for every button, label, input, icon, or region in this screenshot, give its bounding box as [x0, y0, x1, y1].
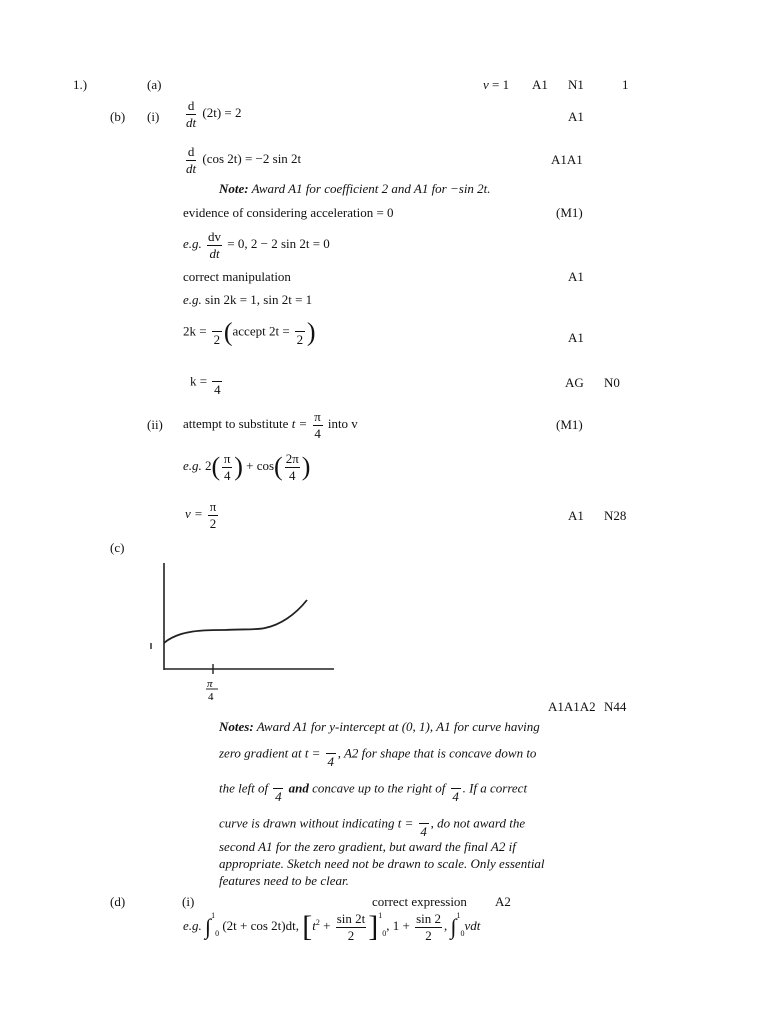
eg1-rhs: = 0, 2 − 2 sin 2t = 0: [227, 236, 330, 252]
eg-label-4: e.g.: [183, 918, 202, 934]
v-n: N28: [604, 508, 627, 523]
attempt-text: attempt to substitute: [183, 416, 289, 432]
close-paren: ): [306, 317, 316, 347]
part-d-i-label: (i): [182, 894, 195, 909]
eg-line-2: [183, 293, 312, 306]
attempt-line: [183, 410, 358, 440]
accept-text: accept 2t =: [232, 323, 290, 339]
x-tick-label-num: π: [207, 678, 213, 690]
d-dt-fraction: $\frac{d}{dt}$: [186, 98, 197, 130]
twok-fraction: 2: [212, 318, 222, 347]
bracket-upper: 1: [378, 911, 383, 921]
line2-marks: A1A1: [551, 152, 583, 167]
eg2-rhs: sin 2k = 1, sin 2t = 1: [205, 292, 313, 307]
part-d-label: (d): [110, 894, 126, 909]
open-paren: (: [223, 317, 233, 347]
note-b-i: [219, 182, 491, 195]
notes-label: Notes:: [219, 719, 254, 734]
evidence-marks: (M1): [556, 205, 583, 220]
notes-c-line2: [219, 740, 536, 769]
int1-lower: 0: [215, 929, 220, 939]
t2-term: t: [312, 918, 316, 934]
question-number: 1.): [73, 77, 88, 92]
part-a-total: 1: [622, 77, 629, 92]
evidence-text: evidence of considering acceleration = 0: [183, 205, 394, 220]
sin2t-frac: $\frac{\sin 2t}{2}$: [336, 911, 366, 943]
d-dt-fraction-2: $\frac{d}{dt}$: [186, 144, 197, 176]
line1-marks: A1: [568, 109, 584, 124]
sin2-frac: $\frac{\sin 2}{2}$: [416, 911, 441, 943]
notes-frac-4: 4: [419, 810, 429, 839]
v-fraction: $\frac{\pi}{2}$: [209, 499, 217, 531]
twok-line: [183, 318, 316, 347]
notes-c-line5: second A1 for the zero gradient, but award the final A2 if: [219, 839, 516, 854]
part-b-ii-label: (ii): [147, 417, 163, 432]
part-d-marks: A2: [495, 894, 511, 909]
accept-fraction: 2: [295, 318, 305, 347]
k-lhs: k =: [190, 373, 208, 389]
notes-frac-1: 4: [326, 740, 336, 769]
twok-marks: A1: [568, 330, 584, 345]
coef-two: 2: [205, 458, 212, 474]
v-marks: A1: [568, 508, 584, 523]
answer-var: v: [483, 77, 489, 92]
part-a-marks: A1: [532, 77, 548, 92]
notes-l4b: , do not award the: [430, 815, 526, 831]
part-b-i-label: (i): [147, 109, 160, 124]
pi-over-4: $\frac{\pi}{4}$: [314, 409, 321, 441]
note-text: Award A1 for coefficient 2 and A1 for −sin 2t.: [251, 181, 491, 196]
int2-upper: 1: [456, 911, 461, 921]
notes-l3b: concave up to the right of: [312, 780, 446, 796]
derivative-line-2: [183, 145, 301, 175]
sketch-graph: [140, 555, 340, 705]
plus-sign: +: [323, 918, 331, 934]
t-eq: t =: [291, 416, 308, 432]
integral-sign-2: ∫: [450, 914, 457, 940]
notes-l1: Award A1 for y-intercept at (0, 1), A1 for curve having: [256, 719, 540, 734]
notes-c-line4: [219, 810, 525, 839]
notes-frac-2: 4: [273, 775, 283, 804]
eg-line-1: [183, 230, 330, 260]
int1-expr: (2t + cos 2t)dt,: [222, 918, 299, 934]
v-line: [185, 500, 220, 530]
line2-rhs: (cos 2t) = −2 sin 2t: [202, 151, 302, 167]
comma: ,: [444, 918, 448, 934]
part-c-label: (c): [110, 540, 125, 555]
line1-rhs: (2t) = 2: [202, 105, 242, 121]
notes-l2b: , A2 for shape that is concave down to: [337, 745, 537, 761]
notes-l3a: the left of: [219, 780, 269, 796]
eg-label: e.g.: [183, 236, 202, 252]
notes-c-line6: appropriate. Sketch need not be drawn to scale. Only essential: [219, 856, 545, 871]
part-d-correct: correct expression: [372, 894, 467, 909]
manip-text: correct manipulation: [183, 269, 291, 284]
into-v: into v: [327, 416, 358, 432]
one-plus: , 1 +: [386, 918, 410, 934]
vdt: vdt: [464, 918, 481, 934]
k-n: N0: [604, 375, 620, 390]
part-b-label: (b): [110, 109, 126, 124]
derivative-line-1: [183, 99, 241, 129]
plus-cos: + cos: [246, 458, 275, 474]
two-pi-over-4: $\frac{2\pi}{4}$: [285, 451, 299, 483]
open-bracket: [: [302, 910, 313, 944]
close-bracket: ]: [368, 910, 379, 944]
part-c-n: N44: [604, 699, 627, 714]
eg-line-3: e.g. 2( $\frac{\pi}{4}$ ) + cos( $\frac{2\pi}{4}$ ): [183, 451, 311, 483]
notes-frac-3: 4: [451, 775, 461, 804]
answer-eq: = 1: [492, 77, 510, 92]
part-c-marks: A1A1A2: [548, 699, 596, 714]
eg-label-2: e.g.: [183, 292, 202, 307]
bracket-lower: 0: [382, 929, 387, 939]
notes-and: and: [288, 780, 309, 796]
int2-lower: 0: [460, 929, 465, 939]
v-eq: v =: [185, 506, 203, 522]
notes-c-line3: [219, 775, 527, 804]
part-a-label: (a): [147, 77, 162, 92]
integral-sign-1: ∫: [205, 914, 212, 940]
x-tick-label-den: 4: [208, 691, 214, 703]
eg-label-3: e.g.: [183, 458, 202, 474]
notes-l3c: . If a correct: [462, 780, 528, 796]
k-line: [190, 368, 224, 397]
notes-l4a: curve is drawn without indicating t =: [219, 815, 414, 831]
attempt-marks: (M1): [556, 417, 583, 432]
notes-c-line7: features need to be clear.: [219, 873, 349, 888]
int1-upper: 1: [211, 911, 216, 921]
k-marks: AG: [565, 375, 584, 390]
part-d-eg: [183, 912, 480, 942]
pi-over-4-b: $\frac{\pi}{4}$: [223, 451, 231, 483]
dv-dt-fraction: $\frac{dv}{dt}$: [208, 229, 222, 261]
t2-exp: 2: [315, 917, 320, 927]
part-a-n: N1: [568, 77, 584, 92]
k-fraction: 4: [212, 368, 222, 397]
manip-marks: A1: [568, 269, 584, 284]
twok-lhs: 2k =: [183, 323, 207, 339]
note-label: Note:: [219, 181, 249, 196]
notes-l2a: zero gradient at t =: [219, 745, 321, 761]
part-a-answer: [483, 78, 509, 91]
sketch-curve: [164, 600, 307, 643]
notes-c-line1: [219, 720, 540, 733]
